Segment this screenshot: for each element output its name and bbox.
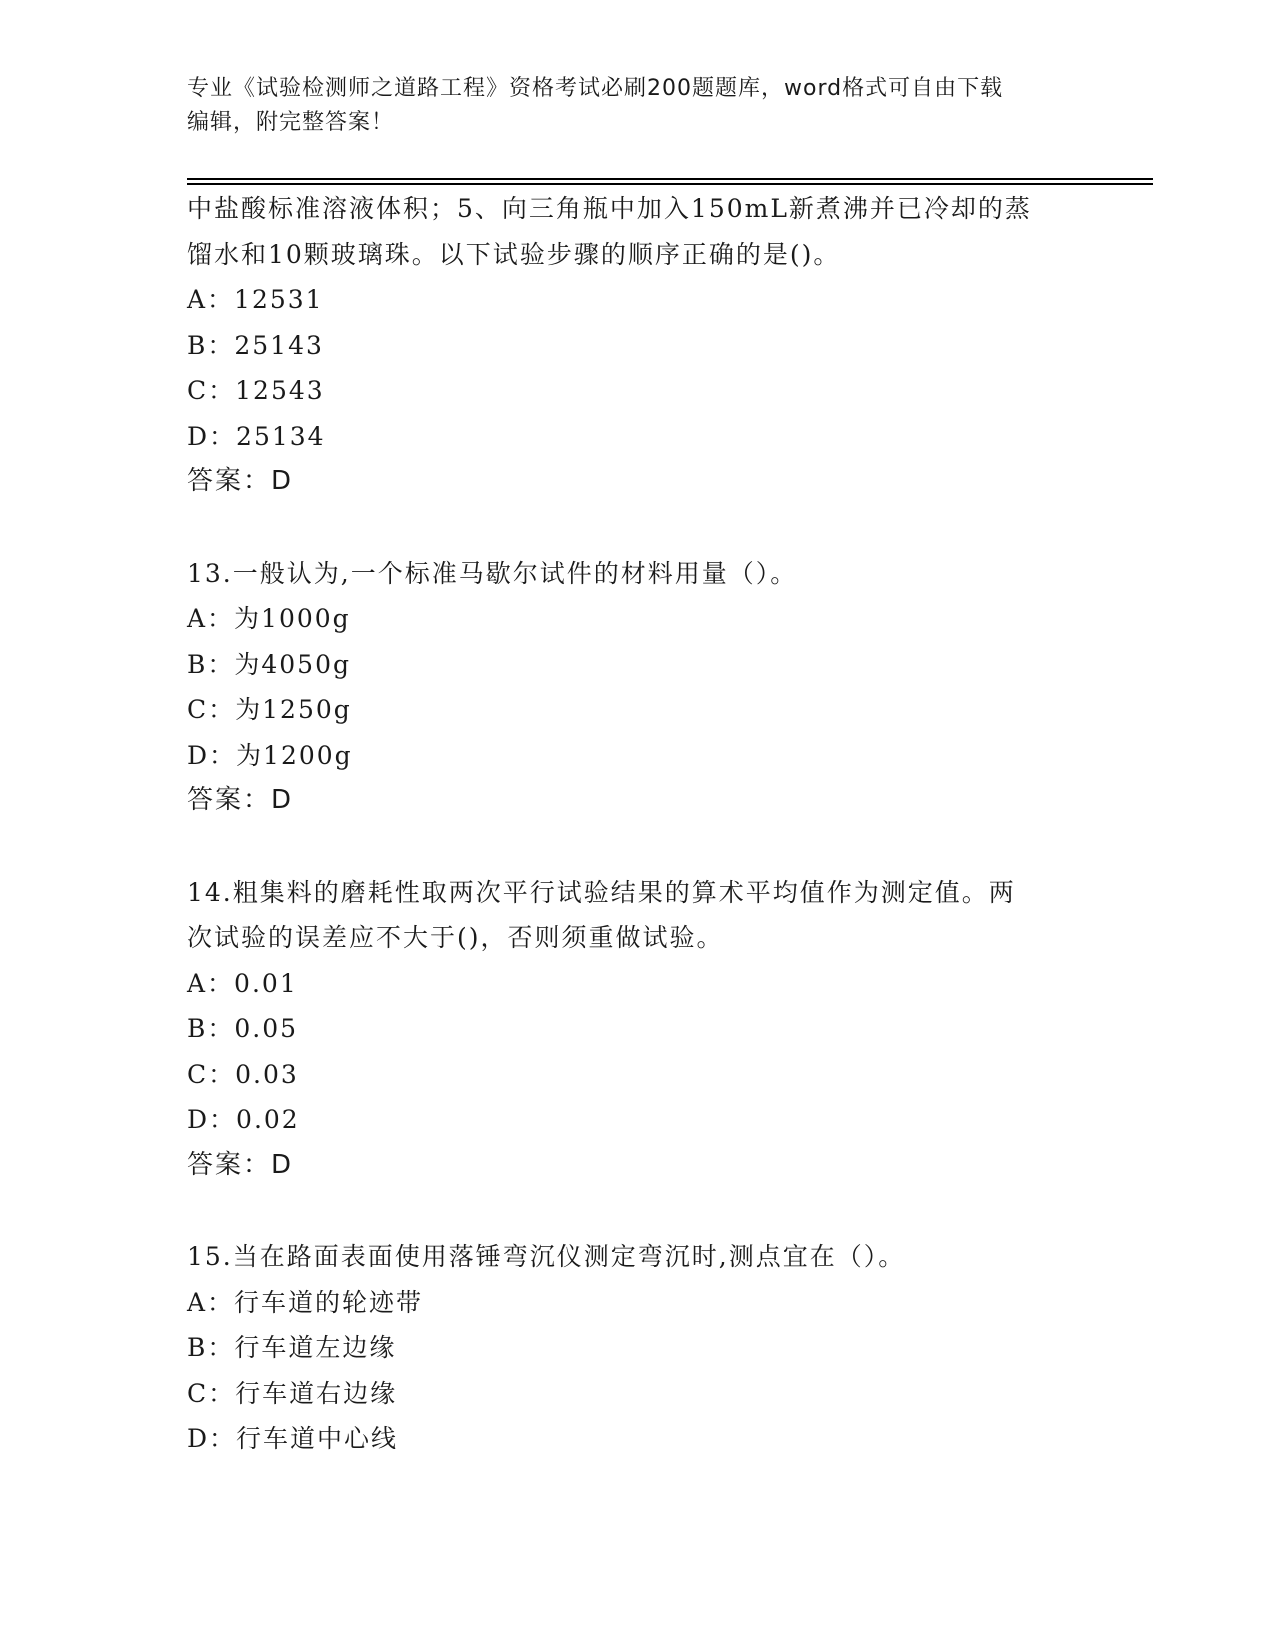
option-b: B：行车道左边缘 (187, 1333, 397, 1362)
option-c: C：0.03 (187, 1059, 299, 1089)
option-a: A：12531 (187, 285, 324, 314)
option-c: C：12543 (187, 376, 325, 405)
question-12 (187, 186, 1107, 505)
option-d: D：为1200g (187, 740, 353, 770)
answer: 答案：D (187, 1149, 294, 1180)
question-text: 馏水和10颗玻璃珠。以下试验步骤的顺序正确的是()。 (187, 239, 841, 269)
option-a: A：行车道的轮迹带 (187, 1287, 424, 1317)
header-divider-top (187, 178, 1153, 180)
header-title-line-2: 编辑，附完整答案！ (187, 110, 395, 135)
option-b: B：为4050g (187, 649, 351, 679)
question-15 (187, 1234, 1107, 1462)
question-14 (187, 870, 1107, 1189)
question-text: 14.粗集料的磨耗性取两次平行试验结果的算术平均值作为测定值。两 (187, 877, 1016, 907)
question-text: 15.当在路面表面使用落锤弯沉仪测定弯沉时,测点宜在（）。 (187, 1242, 906, 1271)
option-b: B：0.05 (187, 1014, 299, 1043)
header-divider-bottom (187, 183, 1153, 185)
document-header (187, 72, 1077, 140)
option-d: D：0.02 (187, 1105, 300, 1134)
option-a: A：0.01 (187, 968, 298, 998)
spacer (187, 505, 1107, 551)
question-list (187, 186, 1107, 1462)
question-text: 次试验的误差应不大于()，否则须重做试验。 (187, 923, 724, 952)
spacer (187, 824, 1107, 870)
option-c: C：为1250g (187, 695, 352, 724)
question-text: 中盐酸标准溶液体积；5、向三角瓶中加入150mL新煮沸并已冷却的蒸 (187, 194, 1032, 223)
question-text: 13.一般认为,一个标准马歇尔试件的材料用量（）。 (187, 558, 798, 588)
option-d: D：25134 (187, 421, 326, 451)
header-title-line-1: 专业《试验检测师之道路工程》资格考试必刷200题题库，word格式可自由下载 (187, 76, 1004, 101)
spacer (187, 1188, 1107, 1234)
option-a: A：为1000g (187, 604, 351, 633)
option-d: D：行车道中心线 (187, 1424, 399, 1453)
option-c: C：行车道右边缘 (187, 1378, 398, 1408)
option-b: B：25143 (187, 330, 324, 360)
answer: 答案：D (187, 466, 294, 496)
answer: 答案：D (187, 785, 294, 815)
question-13 (187, 551, 1107, 824)
